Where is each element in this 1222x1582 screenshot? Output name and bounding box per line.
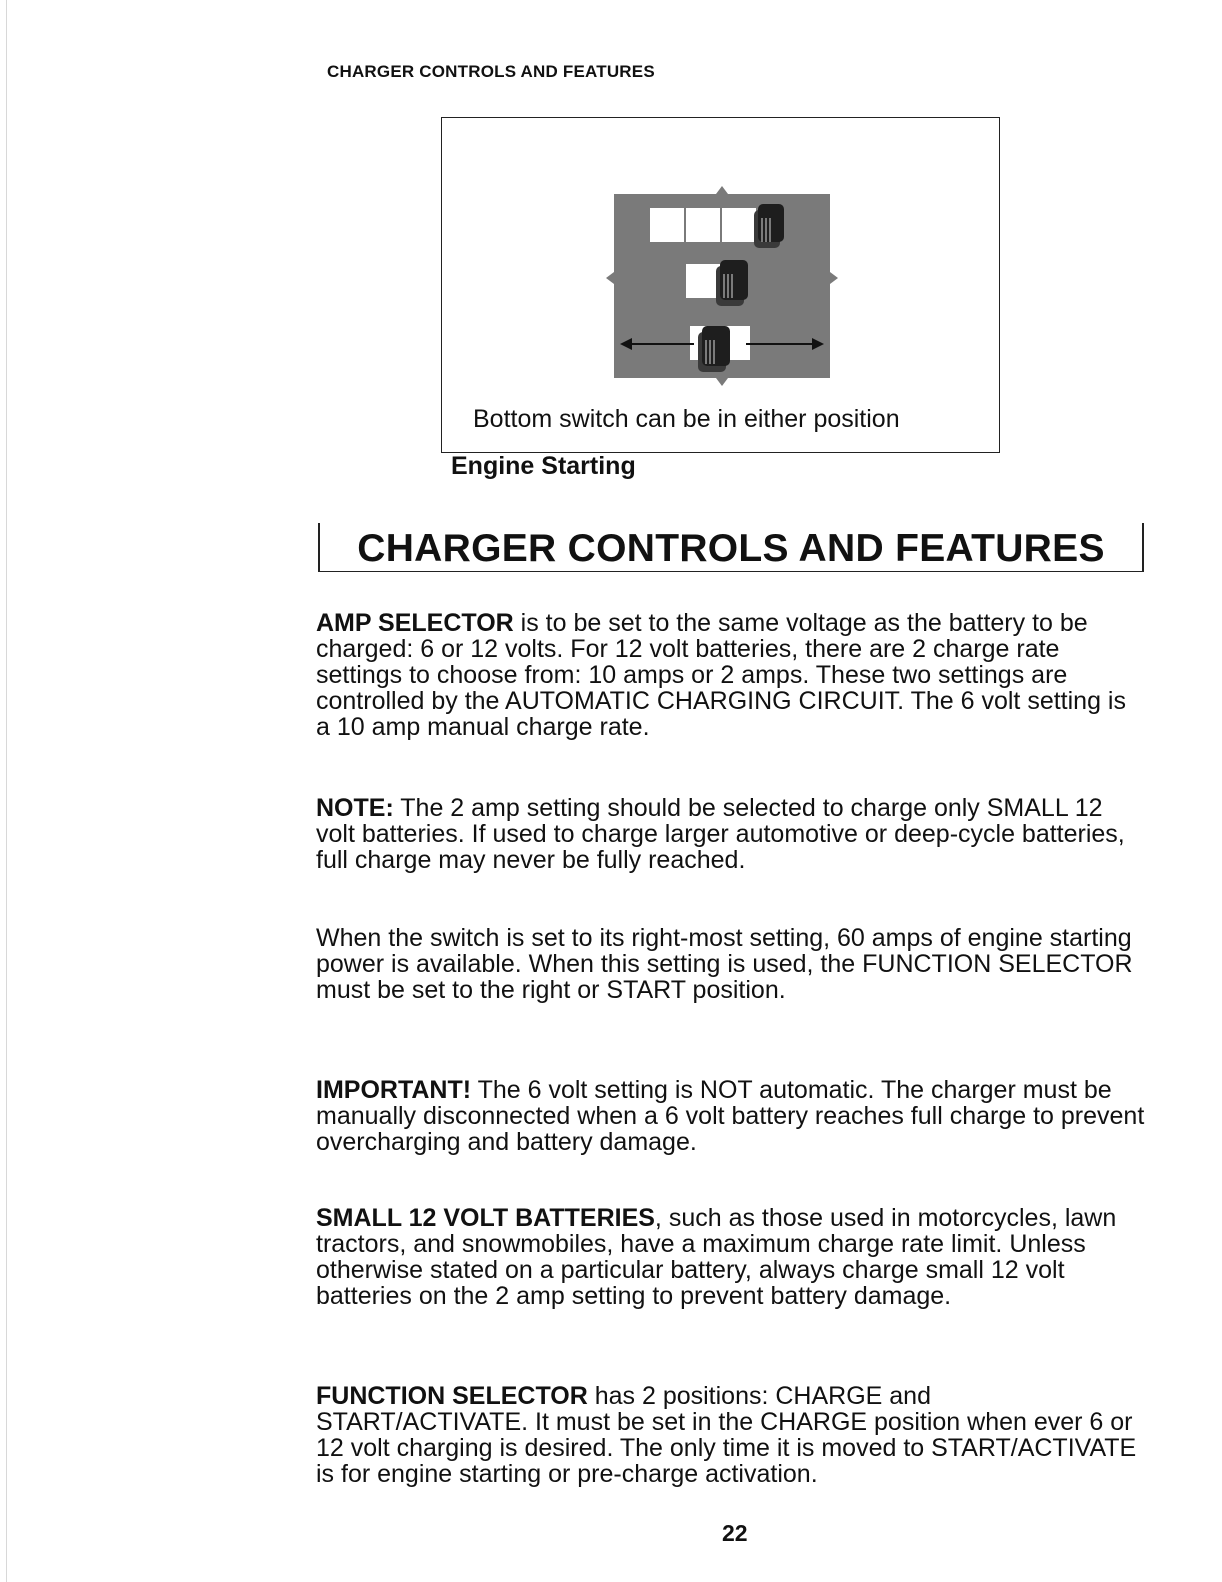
figure-label: Engine Starting — [451, 452, 636, 480]
paragraph-text: The 6 volt setting is NOT automatic. The charger must be manually disconnected when a 6 volt battery reaches full charge to prevent overcharging and battery damage. — [316, 1076, 1145, 1156]
bottom-switch-knob — [698, 326, 730, 372]
top-switch-slot — [650, 208, 684, 242]
paragraph-important — [316, 1077, 1146, 1155]
paragraph-lead: IMPORTANT! — [316, 1076, 472, 1104]
paragraph-text: The 2 amp setting should be selected to charge only SMALL 12 volt batteries. If used to charge larger automotive or deep-cycle batteries, full charge may never be fully reached. — [316, 794, 1125, 874]
paragraph-lead: AMP SELECTOR — [316, 609, 514, 637]
section-title: CHARGER CONTROLS AND FEATURES — [318, 523, 1144, 572]
top-switch-slot — [686, 208, 720, 242]
paragraph-text: , such as those used in motorcycles, lawn tractors, and snowmobiles, have a maximum charge rate limit. Unless otherwise stated on a particular battery, always charge small 12 volt batteries on the 2 amp setting to prevent battery damage. — [316, 1204, 1117, 1310]
paragraph-lead: FUNCTION SELECTOR — [316, 1382, 588, 1410]
switch-panel-illustration — [606, 186, 838, 386]
paragraph-small-batteries — [316, 1205, 1146, 1309]
paragraph-lead: SMALL 12 VOLT BATTERIES — [316, 1204, 655, 1232]
paragraph-lead: NOTE: — [316, 794, 394, 822]
paragraph-note — [316, 795, 1146, 873]
paragraph-text: has 2 positions: CHARGE and START/ACTIVATE. It must be set in the CHARGE position when ever 6 or 12 volt charging is desired. The only time it is moved to START/ACTIVATE is for engine starting or pre-charge activation. — [316, 1382, 1137, 1488]
paragraph-text: is to be set to the same voltage as the battery to be charged: 6 or 12 volts. For 12 volt batteries, there are 2 charge rate settings to choose from: 10 amps or 2 amps. These two settings are controlled by the AUTOMATIC CHARGING CIRCUIT. The 6 volt setting is a 10 amp manual charge rate. — [316, 609, 1126, 741]
page-edge-line — [6, 0, 7, 1582]
figure-caption: Bottom switch can be in either position — [473, 405, 900, 433]
figure-box — [441, 117, 1000, 453]
paragraph-function-selector — [316, 1383, 1146, 1487]
middle-switch-knob — [716, 260, 748, 306]
paragraph-amp-selector — [316, 610, 1146, 740]
page-number: 22 — [722, 1520, 748, 1546]
running-head: CHARGER CONTROLS AND FEATURES — [327, 62, 655, 81]
paragraph-text: When the switch is set to its right-most setting, 60 amps of engine starting power is available. When this setting is used, the FUNCTION SELECTOR must be set to the right or START position. — [316, 924, 1133, 1004]
top-switch-knob — [754, 204, 784, 248]
top-switch-slot — [722, 208, 756, 242]
middle-switch-slot — [686, 264, 720, 298]
paragraph-engine-start — [316, 925, 1146, 1003]
